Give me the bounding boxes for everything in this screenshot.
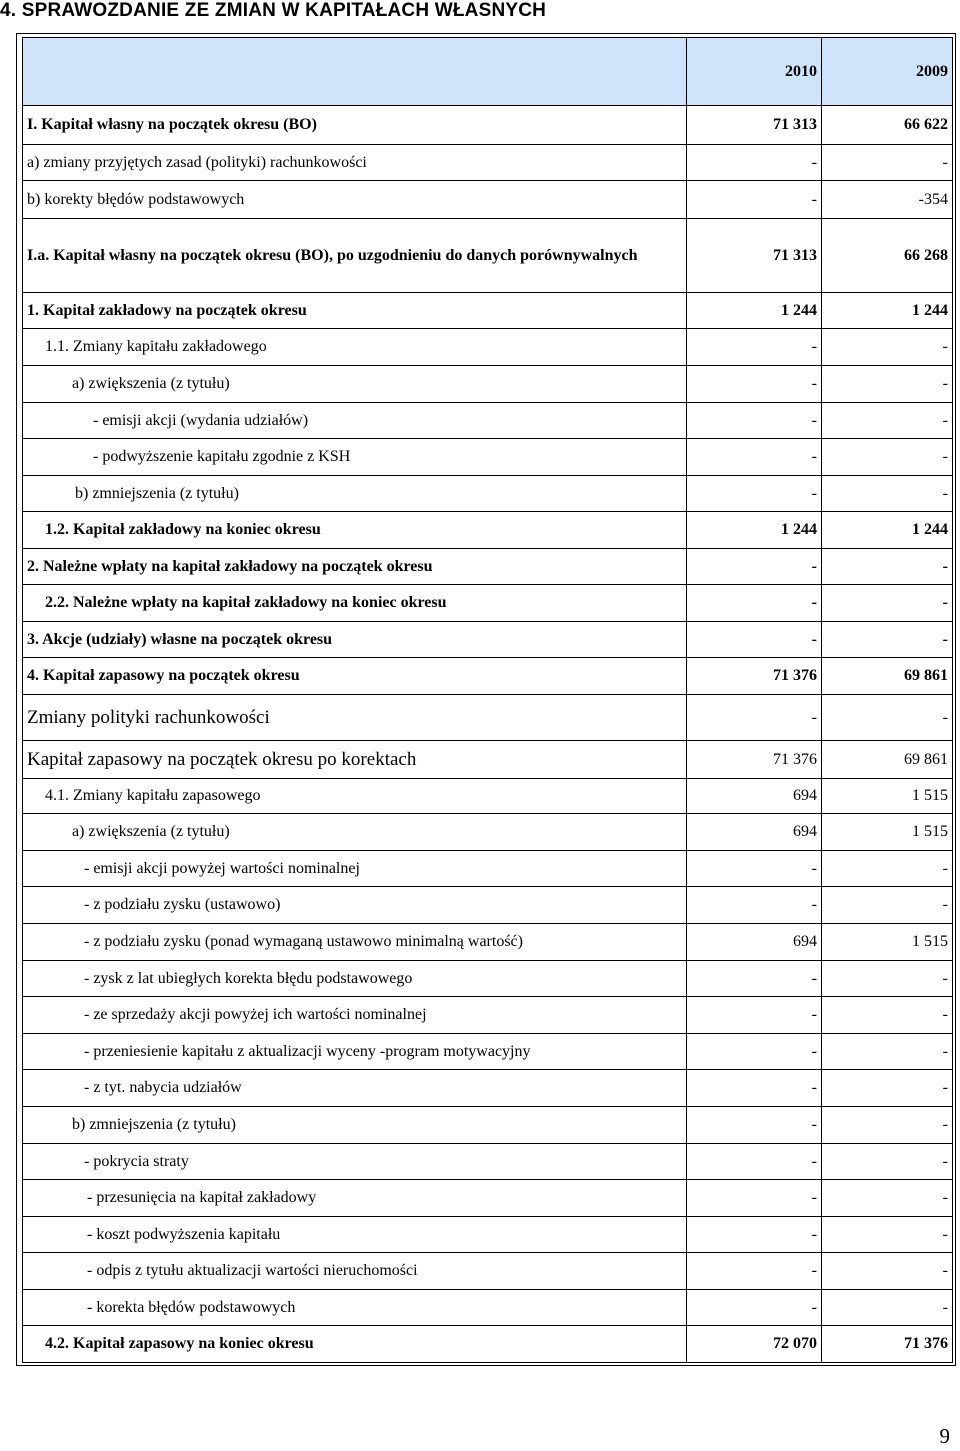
row-label: - emisji akcji (wydania udziałów) bbox=[23, 403, 687, 439]
value-2010: - bbox=[687, 1144, 822, 1180]
row-label: - przesunięcia na kapitał zakładowy bbox=[23, 1180, 687, 1217]
value-2009: - bbox=[822, 403, 953, 439]
row-label: - z tyt. nabycia udziałów bbox=[23, 1070, 687, 1107]
row-label: b) zmniejszenia (z tytułu) bbox=[23, 1107, 687, 1144]
value-2009: 1 515 bbox=[822, 814, 953, 851]
value-2010: - bbox=[687, 1034, 822, 1070]
header-year-2009: 2009 bbox=[822, 38, 953, 106]
row-label: b) zmniejszenia (z tytułu) bbox=[23, 476, 687, 512]
row-label: 4.1. Zmiany kapitału zapasowego bbox=[23, 779, 687, 814]
value-2010: 72 070 bbox=[687, 1326, 822, 1363]
value-2009: - bbox=[822, 549, 953, 585]
table-row bbox=[23, 1290, 953, 1326]
value-2010: 694 bbox=[687, 924, 822, 961]
value-2010: - bbox=[687, 997, 822, 1034]
table-row bbox=[23, 549, 953, 585]
table-row bbox=[23, 366, 953, 403]
row-label: - odpis z tytułu aktualizacji wartości nieruchomości bbox=[23, 1253, 687, 1290]
value-2009: - bbox=[822, 1253, 953, 1290]
row-label: Kapitał zapasowy na początek okresu po korektach bbox=[23, 741, 687, 779]
table-row bbox=[23, 622, 953, 658]
row-label: - przeniesienie kapitału z aktualizacji wyceny -program motywacyjny bbox=[23, 1034, 687, 1070]
table-row bbox=[23, 887, 953, 924]
value-2010: - bbox=[687, 476, 822, 512]
row-label: Zmiany polityki rachunkowości bbox=[23, 695, 687, 741]
table-row bbox=[23, 779, 953, 814]
value-2010: - bbox=[687, 851, 822, 887]
row-label: 2.2. Należne wpłaty na kapitał zakładowy na koniec okresu bbox=[23, 585, 687, 622]
row-label: 1.1. Zmiany kapitału zakładowego bbox=[23, 329, 687, 366]
value-2009: 66 268 bbox=[822, 219, 953, 293]
table-row bbox=[23, 1326, 953, 1363]
value-2009: - bbox=[822, 1070, 953, 1107]
row-label: - z podziału zysku (ponad wymaganą ustawowo minimalną wartość) bbox=[23, 924, 687, 961]
table-row bbox=[23, 814, 953, 851]
equity-changes-table bbox=[22, 37, 953, 1363]
value-2009: -354 bbox=[822, 181, 953, 219]
value-2010: 71 313 bbox=[687, 219, 822, 293]
value-2010: - bbox=[687, 585, 822, 622]
value-2009: - bbox=[822, 961, 953, 997]
table-row bbox=[23, 741, 953, 779]
table-row bbox=[23, 476, 953, 512]
table-header-row bbox=[23, 38, 953, 106]
header-label-cell bbox=[23, 38, 687, 106]
row-label: a) zwiększenia (z tytułu) bbox=[23, 814, 687, 851]
value-2010: - bbox=[687, 549, 822, 585]
table-row bbox=[23, 106, 953, 145]
value-2010: - bbox=[687, 329, 822, 366]
table-row bbox=[23, 658, 953, 695]
value-2010: 71 376 bbox=[687, 741, 822, 779]
value-2009: - bbox=[822, 851, 953, 887]
row-label: I. Kapitał własny na początek okresu (BO) bbox=[23, 106, 687, 145]
table-row bbox=[23, 329, 953, 366]
value-2009: - bbox=[822, 329, 953, 366]
table-row bbox=[23, 1144, 953, 1180]
value-2010: - bbox=[687, 1180, 822, 1217]
value-2009: 66 622 bbox=[822, 106, 953, 145]
value-2010: 1 244 bbox=[687, 293, 822, 329]
value-2010: - bbox=[687, 366, 822, 403]
value-2009: 1 244 bbox=[822, 512, 953, 549]
value-2009: 1 515 bbox=[822, 924, 953, 961]
value-2009: - bbox=[822, 695, 953, 741]
table-row bbox=[23, 293, 953, 329]
page-title: 4. SPRAWOZDANIE ZE ZMIAN W KAPITAŁACH WŁASNYCH bbox=[0, 0, 547, 21]
value-2009: - bbox=[822, 366, 953, 403]
row-label: - z podziału zysku (ustawowo) bbox=[23, 887, 687, 924]
value-2010: - bbox=[687, 145, 822, 181]
value-2009: - bbox=[822, 476, 953, 512]
value-2009: - bbox=[822, 1180, 953, 1217]
table-row bbox=[23, 145, 953, 181]
table-row bbox=[23, 1034, 953, 1070]
row-label: a) zmiany przyjętych zasad (polityki) rachunkowości bbox=[23, 145, 687, 181]
value-2009: 71 376 bbox=[822, 1326, 953, 1363]
row-label: 3. Akcje (udziały) własne na początek okresu bbox=[23, 622, 687, 658]
value-2009: 1 515 bbox=[822, 779, 953, 814]
value-2009: 69 861 bbox=[822, 741, 953, 779]
value-2009: - bbox=[822, 1217, 953, 1253]
table-row bbox=[23, 961, 953, 997]
value-2010: - bbox=[687, 1070, 822, 1107]
table-row bbox=[23, 695, 953, 741]
value-2009: - bbox=[822, 585, 953, 622]
value-2009: - bbox=[822, 1034, 953, 1070]
row-label: - podwyższenie kapitału zgodnie z KSH bbox=[23, 439, 687, 476]
row-label: I.a. Kapitał własny na początek okresu (BO), po uzgodnieniu do danych porównywalnych bbox=[23, 219, 687, 293]
value-2010: 71 376 bbox=[687, 658, 822, 695]
value-2009: - bbox=[822, 439, 953, 476]
value-2009: - bbox=[822, 145, 953, 181]
table-row bbox=[23, 924, 953, 961]
row-label: 1. Kapitał zakładowy na początek okresu bbox=[23, 293, 687, 329]
value-2010: 694 bbox=[687, 814, 822, 851]
table-row bbox=[23, 997, 953, 1034]
row-label: - korekta błędów podstawowych bbox=[23, 1290, 687, 1326]
value-2010: 71 313 bbox=[687, 106, 822, 145]
value-2010: - bbox=[687, 403, 822, 439]
value-2009: - bbox=[822, 622, 953, 658]
value-2009: - bbox=[822, 1107, 953, 1144]
row-label: - pokrycia straty bbox=[23, 1144, 687, 1180]
value-2010: - bbox=[687, 181, 822, 219]
value-2010: - bbox=[687, 1217, 822, 1253]
value-2010: 694 bbox=[687, 779, 822, 814]
value-2010: - bbox=[687, 439, 822, 476]
page-number: 9 bbox=[939, 1424, 950, 1448]
header-year-2010: 2010 bbox=[687, 38, 822, 106]
value-2010: - bbox=[687, 695, 822, 741]
table-row bbox=[23, 1070, 953, 1107]
value-2009: 69 861 bbox=[822, 658, 953, 695]
table-row bbox=[23, 181, 953, 219]
table-row bbox=[23, 1180, 953, 1217]
value-2010: - bbox=[687, 961, 822, 997]
row-label: a) zwiększenia (z tytułu) bbox=[23, 366, 687, 403]
table-row bbox=[23, 512, 953, 549]
table-row bbox=[23, 403, 953, 439]
row-label: 4. Kapitał zapasowy na początek okresu bbox=[23, 658, 687, 695]
row-label: 4.2. Kapitał zapasowy na koniec okresu bbox=[23, 1326, 687, 1363]
value-2010: - bbox=[687, 1253, 822, 1290]
value-2009: - bbox=[822, 887, 953, 924]
value-2010: - bbox=[687, 622, 822, 658]
value-2009: - bbox=[822, 997, 953, 1034]
value-2009: - bbox=[822, 1144, 953, 1180]
row-label: b) korekty błędów podstawowych bbox=[23, 181, 687, 219]
value-2010: 1 244 bbox=[687, 512, 822, 549]
value-2009: 1 244 bbox=[822, 293, 953, 329]
row-label: 2. Należne wpłaty na kapitał zakładowy na początek okresu bbox=[23, 549, 687, 585]
value-2010: - bbox=[687, 887, 822, 924]
value-2009: - bbox=[822, 1290, 953, 1326]
row-label: - emisji akcji powyżej wartości nominalnej bbox=[23, 851, 687, 887]
table-row bbox=[23, 1253, 953, 1290]
table-row bbox=[23, 439, 953, 476]
table-row bbox=[23, 851, 953, 887]
table-row bbox=[23, 585, 953, 622]
table-row bbox=[23, 219, 953, 293]
row-label: - zysk z lat ubiegłych korekta błędu podstawowego bbox=[23, 961, 687, 997]
value-2010: - bbox=[687, 1107, 822, 1144]
row-label: - koszt podwyższenia kapitału bbox=[23, 1217, 687, 1253]
table-row bbox=[23, 1107, 953, 1144]
table-row bbox=[23, 1217, 953, 1253]
value-2010: - bbox=[687, 1290, 822, 1326]
row-label: 1.2. Kapitał zakładowy na koniec okresu bbox=[23, 512, 687, 549]
row-label: - ze sprzedaży akcji powyżej ich wartości nominalnej bbox=[23, 997, 687, 1034]
